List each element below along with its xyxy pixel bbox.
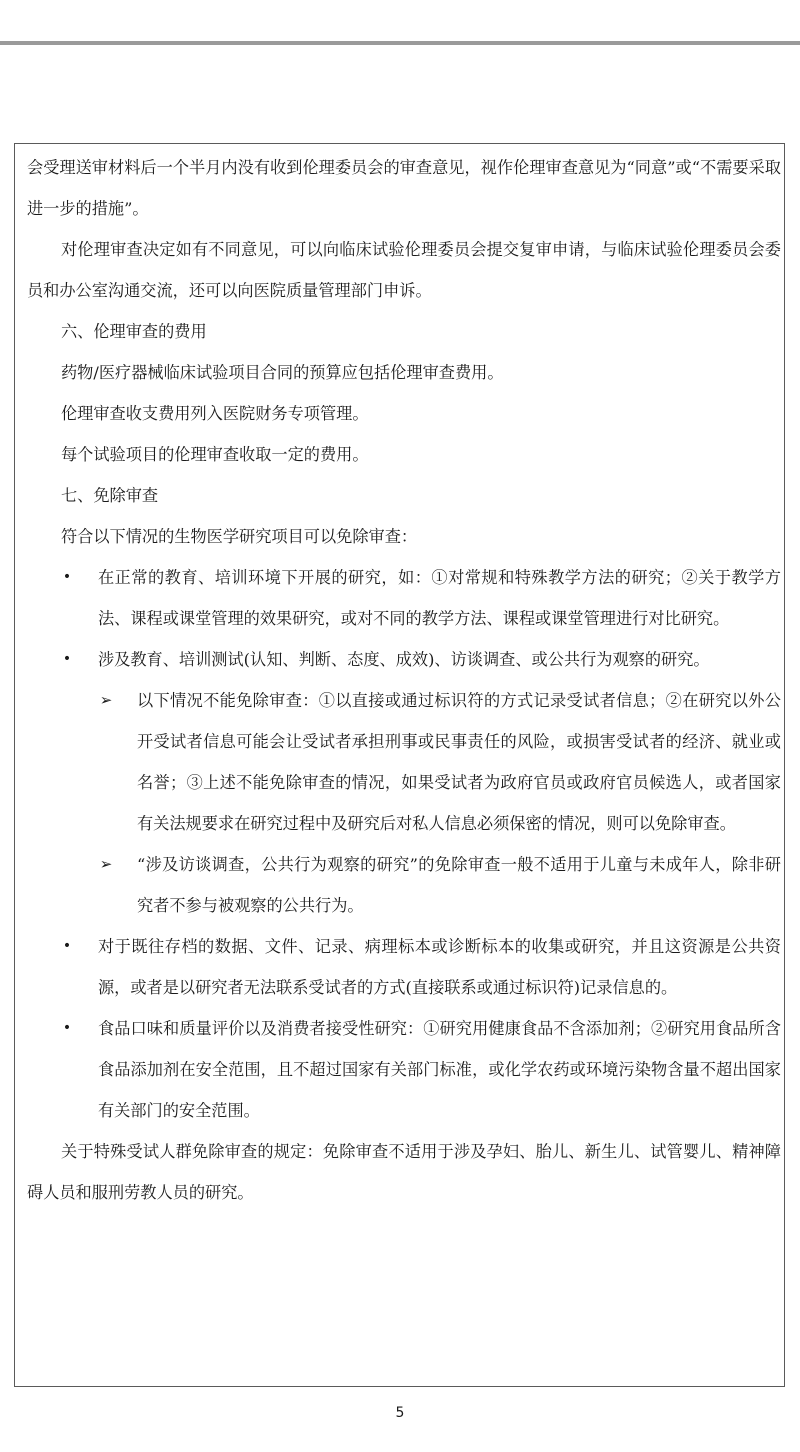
section-heading-fees: 六、伦理审查的费用 — [61, 322, 207, 341]
list-item — [27, 1008, 781, 1131]
bullet-icon: • — [62, 651, 72, 667]
paragraph-appeal: 对伦理审查决定如有不同意见，可以向临床试验伦理委员会提交复审申请，与临床试验伦理委员会委员和办公室沟通交流，还可以向医院质量管理部门申诉。 — [27, 240, 781, 300]
arrow-bullet-icon: ➢ — [99, 855, 113, 873]
sub-list-item-text: “涉及访谈调查，公共行为观察的研究”的免除审查一般不适用于儿童与未成年人，除非研究者不参与被观察的公共行为。 — [137, 855, 781, 915]
paragraph-review-deadline: 会受理送审材料后一个半月内没有收到伦理委员会的审查意见，视作伦理审查意见为“同意”或“不需要采取进一步的措施”。 — [27, 158, 781, 218]
list-item — [27, 557, 781, 639]
paragraph-fee-charge: 每个试验项目的伦理审查收取一定的费用。 — [61, 445, 369, 464]
paragraph-fee-management: 伦理审查收支费用列入医院财务专项管理。 — [61, 404, 369, 423]
bullet-icon: • — [62, 1020, 72, 1036]
list-item-text: 在正常的教育、培训环境下开展的研究，如：①对常规和特殊教学方法的研究；②关于教学方法、课程或课堂管理的效果研究，或对不同的教学方法、课程或课堂管理进行对比研究。 — [98, 568, 781, 628]
list-item-text: 涉及教育、培训测试(认知、判断、态度、成效)、访谈调查、或公共行为观察的研究。 — [98, 650, 710, 669]
sub-list-item — [27, 844, 781, 926]
paragraph-special-populations: 关于特殊受试人群免除审查的规定：免除审查不适用于涉及孕妇、胎儿、新生儿、试管婴儿、精神障碍人员和服刑劳教人员的研究。 — [27, 1142, 781, 1202]
header-rule — [0, 41, 800, 45]
list-item — [27, 926, 781, 1008]
bullet-icon: • — [62, 569, 72, 585]
bullet-icon: • — [62, 938, 72, 954]
page-number: 5 — [395, 1405, 405, 1421]
sub-list-item — [27, 680, 781, 844]
sub-list-item-text: 以下情况不能免除审查：①以直接或通过标识符的方式记录受试者信息；②在研究以外公开受试者信息可能会让受试者承担刑事或民事责任的风险，或损害受试者的经济、就业或名誉；③上述不能免除审查的情况，如果受试者为政府官员或政府官员候选人，或者国家有关法规要求在研究过程中及研究后对私人信息必须保密的情况，则可以免除审查。 — [137, 691, 781, 833]
arrow-bullet-icon: ➢ — [99, 691, 113, 709]
list-item-text: 食品口味和质量评价以及消费者接受性研究：①研究用健康食品不含添加剂；②研究用食品所含食品添加剂在安全范围，且不超过国家有关部门标准，或化学农药或环境污染物含量不超出国家有关部门的安全范围。 — [98, 1019, 781, 1120]
list-item-text: 对于既往存档的数据、文件、记录、病理标本或诊断标本的收集或研究，并且这资源是公共资源，或者是以研究者无法联系受试者的方式(直接联系或通过标识符)记录信息的。 — [98, 937, 781, 997]
paragraph-fee-budget: 药物/医疗器械临床试验项目合同的预算应包括伦理审查费用。 — [61, 363, 504, 382]
document-body — [27, 147, 781, 1213]
paragraph-exemption-intro: 符合以下情况的生物医学研究项目可以免除审查： — [61, 527, 418, 546]
list-item — [27, 639, 781, 680]
section-heading-exemption: 七、免除审查 — [61, 486, 159, 505]
